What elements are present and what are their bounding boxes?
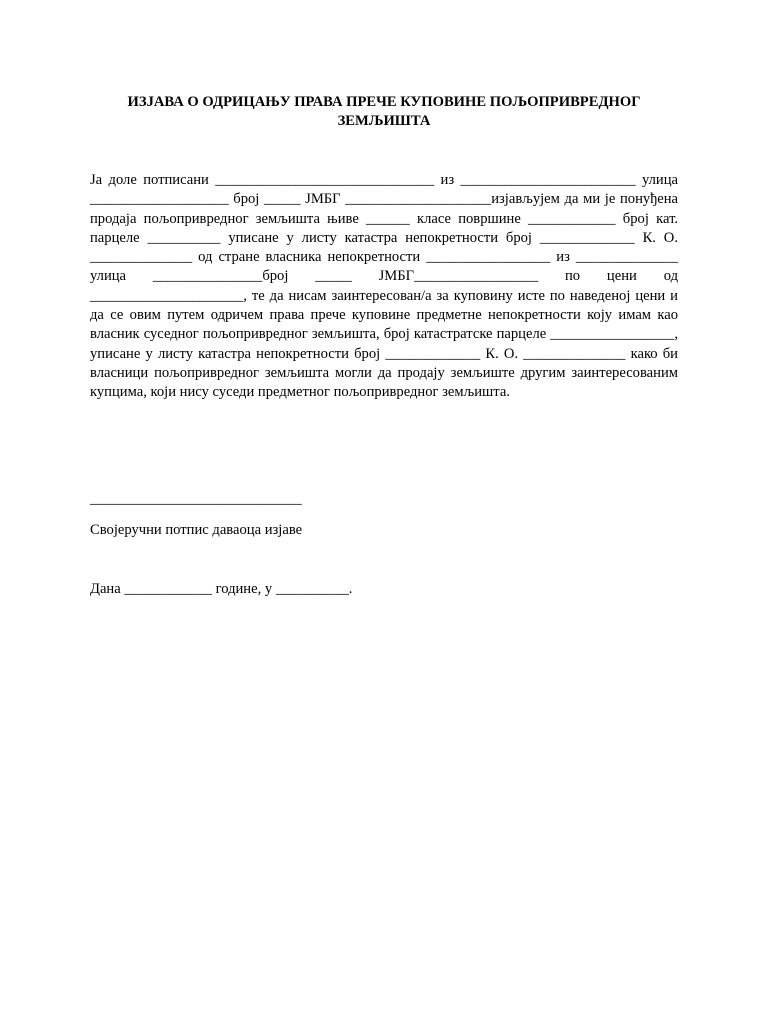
signature-caption: Својеручни потпис даваоца изјаве — [90, 522, 303, 538]
date-place-line: Дана ____________ године, у __________. — [90, 581, 353, 597]
signature-line: _____________________________ — [90, 491, 302, 507]
document-title: ИЗЈАВА О ОДРИЦАЊУ ПРАВА ПРЕЧЕ КУПОВИНЕ ПОЉОПРИВРЕДНОГ ЗЕМЉИШТА — [127, 94, 641, 129]
statement-body: Ја доле потписани ______________________________ из ________________________ улица ___________________ број _____ ЈМБГ ____________________изјављујем да ми је понуђена продаја пољопривредног земљишта њиве ______ класе површине ____________ број кат. парцеле __________ уписане у листу катастра непокретности број _____________ К. О. ______________ од стране власника непокретности _________________ из ______________ улица _______________број _____ ЈМБГ_________________ по цени од _____________________, те да нисам заинтересован/а за куповину исте по наведеној цени и да се овим путем одричем права прече куповине предметне непокретности коју имам као власник суседног пољопривредног земљишта, број катастратске парцеле _________________, уписане у листу катастра непокретности број _____________ К. О. ______________ како би власници пољопривредног земљишта могли да продају земљиште другим заинтересованим купцима, који нису суседи предметног пољопривредног земљишта. — [90, 172, 678, 401]
